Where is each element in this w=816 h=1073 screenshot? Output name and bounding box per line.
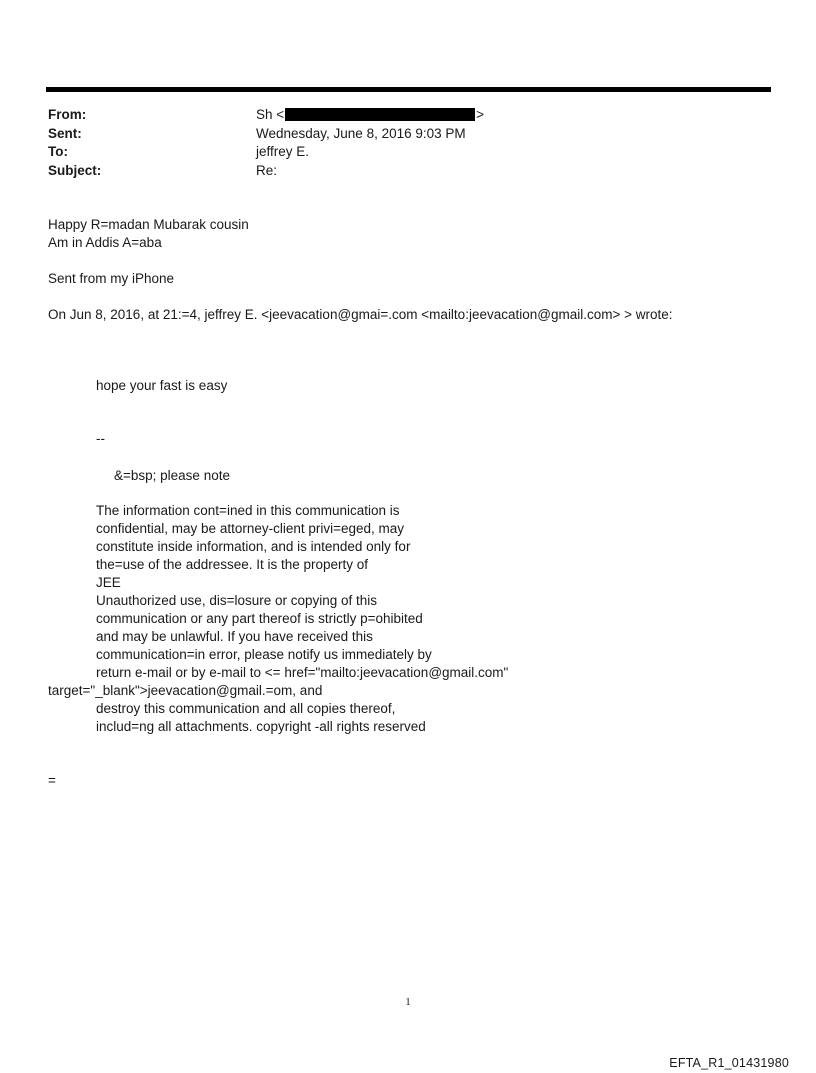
- disclaimer-line: and may be unlawful. If you have received this: [96, 629, 373, 644]
- disclaimer-line: communication=in error, please notify us immediately by: [96, 647, 432, 662]
- disclaimer-line: constitute inside information, and is intended only for: [96, 539, 411, 554]
- quoted-separator: --: [96, 431, 105, 446]
- disclaimer-line: JEE: [96, 575, 121, 590]
- header-rule: [46, 87, 771, 92]
- disclaimer-line: return e-mail or by e-mail to <= href="mailto:jeevacation@gmail.com": [96, 665, 509, 680]
- sent-row: [48, 125, 484, 144]
- subject-label: Subject:: [48, 162, 102, 178]
- disclaimer-line: communication or any part thereof is strictly p=ohibited: [96, 611, 423, 626]
- subject-row: [48, 162, 484, 181]
- to-label: To:: [48, 144, 68, 159]
- quote-intro: On Jun 8, 2016, at 21:=4, jeffrey E. <jeevacation@gmai=.com <mailto:jeevacation@gmail.com> > wrote:: [48, 307, 673, 322]
- disclaimer-line: Unauthorized use, dis=losure or copying of this: [96, 593, 378, 608]
- sent-value: Wednesday, June 8, 2016 9:03 PM: [256, 125, 466, 141]
- page-number: 1: [405, 996, 411, 1008]
- reply-signature: Sent from my iPhone: [48, 271, 175, 286]
- disclaimer-line: destroy this communication and all copies thereof,: [96, 701, 396, 716]
- quoted-note: &=bsp; please note: [114, 468, 230, 483]
- to-row: [48, 143, 484, 162]
- reply-line-1: Happy R=madan Mubarak cousin: [48, 217, 249, 232]
- document-id: EFTA_R1_01431980: [669, 1056, 789, 1070]
- quoted-message: hope your fast is easy: [96, 378, 228, 393]
- disclaimer-line: the=use of the addressee. It is the property of: [96, 557, 369, 572]
- disclaimer-line: The information cont=ined in this communication is: [96, 503, 400, 518]
- trailer-mark: =: [48, 773, 56, 788]
- sent-label: Sent:: [48, 125, 82, 141]
- from-row: [48, 106, 484, 125]
- reply-line-2: Am in Addis A=aba: [48, 235, 162, 250]
- disclaimer-line: confidential, may be attorney-client privi=eged, may: [96, 521, 405, 536]
- from-label: From:: [48, 107, 87, 122]
- disclaimer-line: target="_blank">jeevacation@gmail.=om, and: [48, 683, 323, 698]
- disclaimer-line: includ=ng all attachments. copyright -all rights reserved: [96, 719, 426, 734]
- subject-value: Re:: [256, 162, 278, 178]
- to-value: jeffrey E.: [256, 144, 310, 159]
- email-header: [48, 106, 484, 180]
- disclaimer: [48, 502, 509, 736]
- redaction-block: [285, 108, 475, 121]
- from-value: Sh < >: [256, 107, 485, 122]
